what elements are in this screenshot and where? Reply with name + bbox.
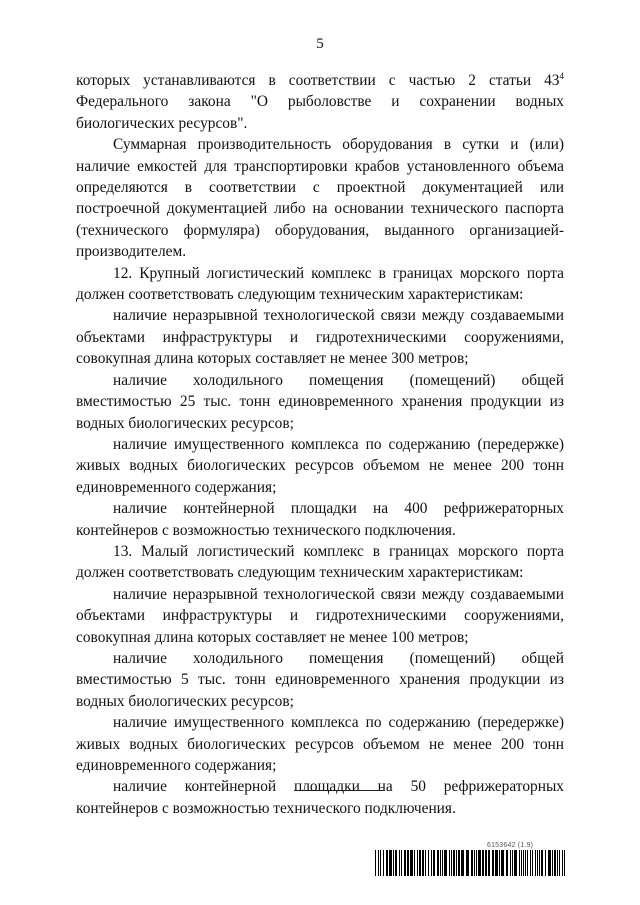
barcode-bar: [422, 850, 424, 876]
barcode-bar: [461, 850, 464, 876]
barcode-bar: [523, 850, 524, 876]
barcode-bar: [437, 850, 439, 876]
barcode-bar: [375, 850, 376, 876]
paragraph-1: [76, 70, 564, 134]
paragraph-1-text: которых устанавливаются в соответствии с частью 2 статьи 43: [76, 72, 560, 89]
document-code: 6153642 (1.9): [487, 842, 534, 849]
barcode-bar: [419, 850, 421, 876]
barcode-bar: [389, 850, 392, 876]
paragraph-2: Суммарная производительность оборудования в сутки и (или) наличие емкостей для транспортировки крабов установленного объема определяются в соответствии с проектной документацией или построечной документацией либо на основании технического паспорта (технического формуляра) оборудования, выданного организацией-производителем.: [76, 136, 564, 261]
barcode-bar: [559, 850, 560, 876]
paragraph-7: наличие контейнерной площадки на 400 рефрижераторных контейнеров с возможностью технического подключения.: [76, 500, 564, 539]
paragraph-5: наличие холодильного помещения (помещений) общей вместимостью 25 тыс. тонн единовременного хранения продукции из водных биологических ресурсов;: [76, 371, 564, 432]
barcode-bar: [541, 850, 543, 876]
barcode-bar: [458, 850, 460, 876]
paragraph-3: 12. Крупный логистический комплекс в границах морского порта должен соответствовать следующим техническим характеристикам:: [76, 264, 564, 304]
barcode-bar: [401, 850, 402, 876]
barcode-bar: [414, 850, 415, 876]
barcode-bar: [506, 850, 508, 876]
barcode-bar: [495, 850, 498, 876]
barcode-bar: [456, 850, 457, 876]
barcode-bar: [519, 850, 520, 876]
barcode-bar: [512, 850, 513, 876]
barcode-bar: [386, 850, 388, 876]
paragraph-4: наличие неразрывной технологической связи между создаваемыми объектами инфраструктуры и гидротехническими сооружениями, совокупная длина которых составляет не менее 300 метров;: [76, 307, 564, 368]
barcode-bar: [425, 850, 426, 876]
barcode-bar: [380, 850, 381, 876]
barcode-bar: [532, 850, 533, 876]
barcode-bar: [395, 850, 397, 876]
barcode-bar: [428, 850, 429, 876]
barcode-bar: [442, 850, 443, 876]
barcode-bar: [474, 850, 475, 876]
barcode-bar: [525, 850, 526, 876]
paragraph-1-text-end: Федерального закона "О рыболовстве и сохранении водных биологических ресурсов".: [76, 93, 564, 132]
barcode-bar: [539, 850, 540, 876]
barcode-bar: [476, 850, 477, 876]
barcode-bar: [440, 850, 441, 876]
barcode-bar: [399, 850, 400, 876]
barcode-bar: [548, 850, 551, 876]
barcode-bar: [404, 850, 406, 876]
barcode-bar: [451, 850, 452, 876]
barcode-bar: [453, 850, 455, 876]
barcode-icon: [375, 850, 565, 876]
page-number: 5: [316, 36, 324, 52]
paragraph-8: 13. Малый логистический комплекс в границах морского порта должен соответствовать следующим техническим характеристикам:: [76, 542, 564, 582]
barcode-bar: [433, 850, 435, 876]
barcode-bar: [407, 850, 409, 876]
barcode-bar: [449, 850, 450, 876]
end-separator-line: [294, 790, 384, 791]
barcode-bar: [485, 850, 487, 876]
paragraph-11: наличие имущественного комплекса по содержанию (передержке) живых водных биологических ресурсов объемом не менее 200 тонн единовременного содержания;: [76, 714, 564, 774]
barcode-bar: [564, 850, 565, 876]
barcode-bar: [444, 850, 447, 876]
barcode-bar: [466, 850, 469, 876]
paragraph-9: наличие неразрывной технологической связи между создаваемыми объектами инфраструктуры и гидротехническими сооружениями, совокупная длина которых составляет не менее 100 метров;: [76, 585, 564, 646]
barcode-bar: [537, 850, 538, 876]
barcode-bar: [557, 850, 558, 876]
barcode-bar: [471, 850, 473, 876]
barcode-bar: [535, 850, 536, 876]
barcode-bar: [478, 850, 481, 876]
document-body: [76, 70, 564, 819]
barcode-bar: [482, 850, 484, 876]
barcode-bar: [410, 850, 413, 876]
paragraph-10: наличие холодильного помещения (помещений) общей вместимостью 5 тыс. тонн единовременного хранения продукции из водных биологических ресурсов;: [76, 649, 564, 710]
footnote-superscript: 4: [559, 71, 564, 81]
barcode-bar: [562, 850, 563, 876]
barcode-bar: [499, 850, 500, 876]
barcode-bar: [417, 850, 418, 876]
barcode-bar: [527, 850, 528, 876]
barcode-bar: [393, 850, 394, 876]
barcode-bar: [510, 850, 511, 876]
barcode-bar: [383, 850, 384, 876]
barcode-bar: [530, 850, 531, 876]
barcode-bar: [521, 850, 522, 876]
barcode-bar: [545, 850, 546, 876]
paragraph-6: наличие имущественного комплекса по содержанию (передержке) живых водных биологических ресурсов объемом не менее 200 тонн единовременного содержания;: [76, 435, 564, 496]
barcode-bar: [554, 850, 556, 876]
barcode-bar: [488, 850, 490, 876]
barcode-bar: [552, 850, 553, 876]
barcode-bar: [431, 850, 432, 876]
paragraph-12: наличие контейнерной площадки на 50 рефрижераторных контейнеров с возможностью технического подключения.: [76, 778, 564, 817]
barcode-bar: [514, 850, 517, 876]
barcode-bar: [501, 850, 504, 876]
barcode-bar: [492, 850, 494, 876]
barcode-bar: [378, 850, 379, 876]
